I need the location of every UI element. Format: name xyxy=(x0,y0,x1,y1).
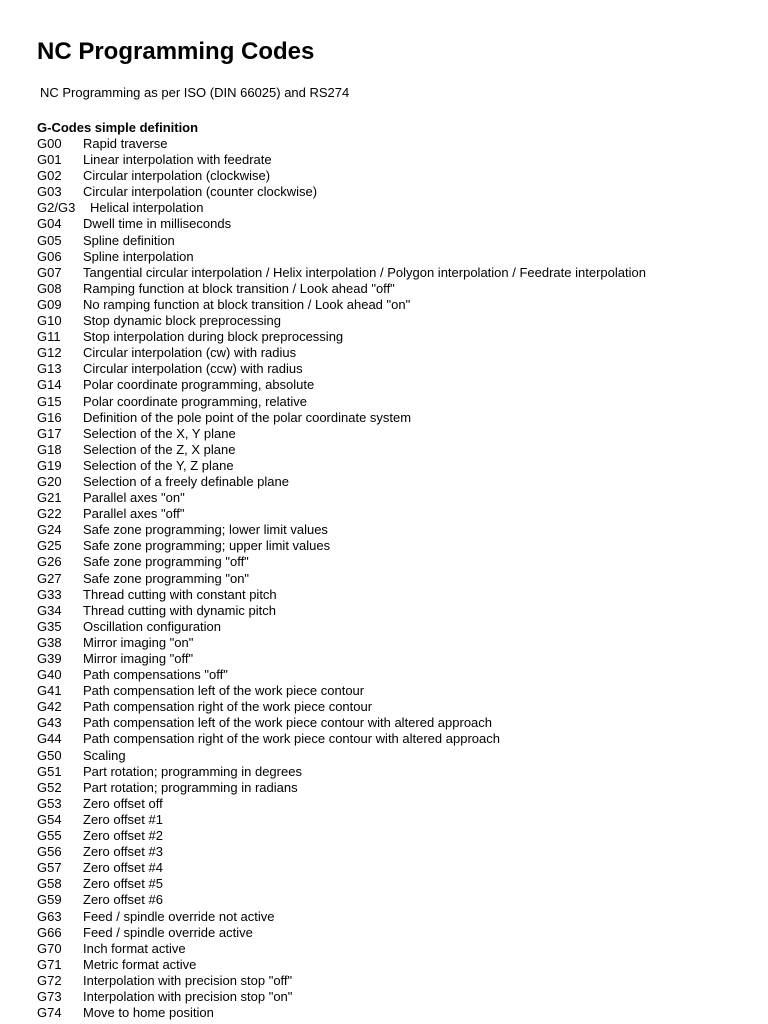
g-code-description: Zero offset #5 xyxy=(83,876,163,892)
code-row xyxy=(37,764,646,780)
g-code: G15 xyxy=(37,393,62,409)
g-code: G70 xyxy=(37,940,62,956)
code-row xyxy=(37,281,646,297)
g-code: G11 xyxy=(37,329,61,345)
g-code: G72 xyxy=(37,972,62,988)
g-code-description: Safe zone programming "on" xyxy=(83,570,250,586)
g-code: G59 xyxy=(37,892,62,908)
g-code-description: Circular interpolation (counter clockwise) xyxy=(83,184,318,200)
g-code-description: Interpolation with precision stop "on" xyxy=(83,988,293,1004)
g-code: G04 xyxy=(37,216,62,232)
code-row xyxy=(37,844,646,860)
g-code: G21 xyxy=(37,490,62,506)
g-code: G01 xyxy=(37,152,62,168)
code-row xyxy=(37,136,646,152)
code-row xyxy=(37,458,646,474)
code-row xyxy=(37,249,646,265)
code-row xyxy=(37,651,646,667)
code-row xyxy=(37,635,646,651)
g-code-description: Path compensation left of the work piece contour xyxy=(83,683,365,699)
g-code: G33 xyxy=(37,586,62,602)
g-code: G25 xyxy=(37,538,62,554)
g-code: G34 xyxy=(37,602,62,618)
g-code: G38 xyxy=(37,634,62,650)
g-code-description: Rapid traverse xyxy=(83,136,168,151)
g-code: G09 xyxy=(37,296,62,312)
g-code-description: Safe zone programming; lower limit values xyxy=(83,522,328,538)
code-row xyxy=(37,860,646,876)
code-row xyxy=(37,442,646,458)
g-code-description: Linear interpolation with feedrate xyxy=(83,152,272,168)
g-code-description: Oscillation configuration xyxy=(83,618,222,634)
g-code: G10 xyxy=(37,313,62,329)
code-row xyxy=(37,667,646,683)
g-code: G53 xyxy=(37,795,62,811)
g-code: G63 xyxy=(37,908,62,924)
g-code: G2/G3 xyxy=(37,200,76,216)
code-row xyxy=(37,715,646,731)
g-code-description: Feed / spindle override active xyxy=(83,924,253,940)
g-code: G40 xyxy=(37,667,62,683)
g-code: G39 xyxy=(37,651,62,666)
code-row xyxy=(37,909,646,925)
g-code-description: Selection of the X, Y plane xyxy=(83,425,236,441)
code-row xyxy=(37,683,646,699)
code-row xyxy=(37,200,646,216)
g-code: G27 xyxy=(37,570,62,586)
g-code: G02 xyxy=(37,168,62,184)
g-code-description: Selection of a freely definable plane xyxy=(83,473,289,489)
code-row xyxy=(37,184,646,200)
code-row xyxy=(37,361,646,377)
code-row xyxy=(37,377,646,393)
g-code: G14 xyxy=(37,377,62,393)
g-code-description: Definition of the pole point of the polar coordinate system xyxy=(83,409,412,425)
g-code-description: Move to home position xyxy=(83,1005,214,1021)
g-code: G20 xyxy=(37,473,62,489)
g-code-description: Selection of the Z, X plane xyxy=(83,441,236,457)
g-code-description: Dwell time in milliseconds xyxy=(83,216,232,232)
g-code: G44 xyxy=(37,731,62,747)
g-code: G24 xyxy=(37,522,62,538)
code-row xyxy=(37,925,646,941)
g-code-description: Zero offset #2 xyxy=(83,828,163,844)
code-row xyxy=(37,619,646,635)
code-row xyxy=(37,233,646,249)
g-code-description: Safe zone programming "off" xyxy=(83,554,249,570)
code-row xyxy=(37,571,646,587)
code-row xyxy=(37,699,646,715)
code-row xyxy=(37,394,646,410)
g-code-description: Zero offset #3 xyxy=(83,844,163,860)
g-code-description: Tangential circular interpolation / Helix interpolation / Polygon interpolation / Feedrate interpolation xyxy=(83,264,646,280)
code-row xyxy=(37,506,646,522)
g-code: G05 xyxy=(37,232,62,248)
code-row xyxy=(37,410,646,426)
g-code: G13 xyxy=(37,361,62,377)
g-code-description: Spline interpolation xyxy=(83,248,194,264)
g-code: G73 xyxy=(37,988,62,1004)
g-code: G17 xyxy=(37,425,62,441)
g-code-description: Helical interpolation xyxy=(90,200,204,216)
g-code: G07 xyxy=(37,264,62,280)
code-row xyxy=(37,812,646,828)
code-row xyxy=(37,490,646,506)
g-code-description: Stop interpolation during block preprocessing xyxy=(83,329,344,345)
code-row xyxy=(37,313,646,329)
g-code-description: No ramping function at block transition / Look ahead "on" xyxy=(83,296,411,312)
g-code: G52 xyxy=(37,779,62,795)
g-code-description: Circular interpolation (ccw) with radius xyxy=(83,361,303,377)
g-code-description: Zero offset #1 xyxy=(83,811,163,827)
g-code: G66 xyxy=(37,924,62,940)
code-row xyxy=(37,474,646,490)
code-row xyxy=(37,876,646,892)
code-row xyxy=(37,796,646,812)
g-code: G35 xyxy=(37,618,62,634)
g-code-description: Ramping function at block transition / Look ahead "off" xyxy=(83,280,395,296)
code-row xyxy=(37,941,646,957)
code-row xyxy=(37,152,646,168)
g-code-description: Mirror imaging "on" xyxy=(83,634,194,650)
g-code-description: Inch format active xyxy=(83,940,186,956)
g-code: G58 xyxy=(37,876,62,892)
g-code-description: Spline definition xyxy=(83,232,175,248)
g-code: G57 xyxy=(37,860,62,876)
code-row xyxy=(37,297,646,313)
g-code: G22 xyxy=(37,506,62,522)
g-code-description: Stop dynamic block preprocessing xyxy=(83,313,281,329)
g-code: G71 xyxy=(37,956,62,972)
code-row xyxy=(37,731,646,747)
g-code-description: Selection of the Y, Z plane xyxy=(83,457,234,473)
g-code: G41 xyxy=(37,683,62,699)
g-code-description: Part rotation; programming in degrees xyxy=(83,763,302,779)
g-code: G54 xyxy=(37,811,62,827)
code-row xyxy=(37,329,646,345)
g-code-description: Thread cutting with dynamic pitch xyxy=(83,602,276,618)
g-code-description: Interpolation with precision stop "off" xyxy=(83,972,293,988)
g-code-description: Feed / spindle override not active xyxy=(83,908,275,924)
code-row xyxy=(37,522,646,538)
code-row xyxy=(37,973,646,989)
g-code: G06 xyxy=(37,248,62,264)
g-code: G42 xyxy=(37,699,62,715)
code-row xyxy=(37,554,646,570)
g-code-description: Polar coordinate programming, relative xyxy=(83,393,307,409)
g-code: G55 xyxy=(37,828,62,844)
code-row xyxy=(37,345,646,361)
g-code: G00 xyxy=(37,136,62,151)
g-code: G19 xyxy=(37,457,62,473)
section-heading: G-Codes simple definition xyxy=(37,120,199,135)
code-row xyxy=(37,957,646,973)
g-code: G43 xyxy=(37,715,62,731)
code-row xyxy=(37,1005,646,1021)
g-code-description: Parallel axes "off" xyxy=(83,506,185,522)
g-code: G51 xyxy=(37,763,62,779)
g-code: G12 xyxy=(37,345,62,361)
g-code: G03 xyxy=(37,184,62,200)
g-code-description: Path compensation right of the work piece contour xyxy=(83,699,373,715)
code-row xyxy=(37,603,646,619)
code-row xyxy=(37,780,646,796)
code-row xyxy=(37,748,646,764)
g-code-description: Path compensation right of the work piece contour with altered approach xyxy=(83,731,500,747)
g-code-description: Part rotation; programming in radians xyxy=(83,779,298,795)
g-code-description: Circular interpolation (clockwise) xyxy=(83,168,271,184)
g-code-list xyxy=(37,136,646,1021)
page-title: NC Programming Codes xyxy=(37,38,315,65)
code-row xyxy=(37,892,646,908)
code-row xyxy=(37,989,646,1005)
g-code-description: Thread cutting with constant pitch xyxy=(83,586,277,602)
g-code: G56 xyxy=(37,844,62,860)
g-code: G16 xyxy=(37,409,62,425)
g-code-description: Zero offset #4 xyxy=(83,860,163,876)
g-code-description: Path compensations "off" xyxy=(83,667,228,683)
g-code-description: Zero offset off xyxy=(83,795,163,811)
code-row xyxy=(37,538,646,554)
g-code: G18 xyxy=(37,441,62,457)
g-code: G08 xyxy=(37,280,62,296)
code-row xyxy=(37,828,646,844)
g-code-description: Polar coordinate programming, absolute xyxy=(83,377,315,393)
g-code: G74 xyxy=(37,1005,62,1021)
code-row xyxy=(37,587,646,603)
g-code-description: Parallel axes "on" xyxy=(83,490,185,506)
g-code-description: Circular interpolation (cw) with radius xyxy=(83,345,297,361)
g-code-description: Safe zone programming; upper limit values xyxy=(83,538,331,554)
g-code: G50 xyxy=(37,747,62,763)
g-code-description: Zero offset #6 xyxy=(83,892,163,908)
code-row xyxy=(37,265,646,281)
code-row xyxy=(37,426,646,442)
g-code-description: Path compensation left of the work piece contour with altered approach xyxy=(83,715,493,731)
code-row xyxy=(37,168,646,184)
g-code: G26 xyxy=(37,554,62,570)
g-code-description: Metric format active xyxy=(83,956,197,972)
code-row xyxy=(37,216,646,232)
g-code-description: Scaling xyxy=(83,747,126,763)
page-subtitle: NC Programming as per ISO (DIN 66025) and RS274 xyxy=(40,85,350,100)
g-code-description: Mirror imaging "off" xyxy=(83,651,194,666)
